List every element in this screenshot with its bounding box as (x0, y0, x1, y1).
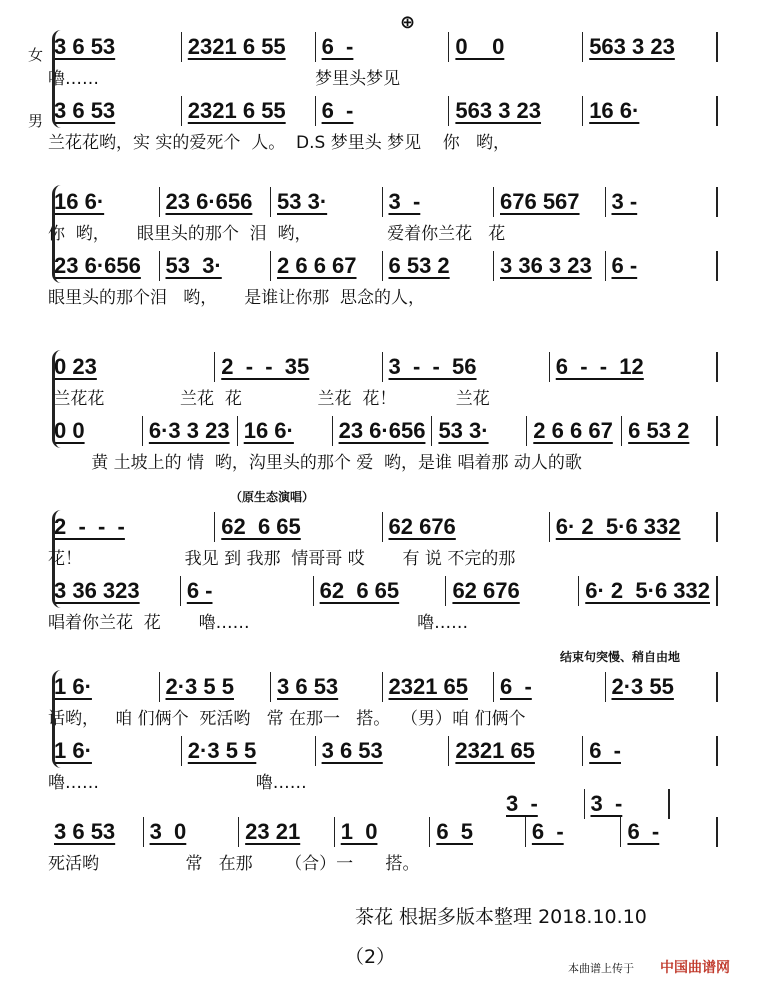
measure: 3 36 323 (48, 576, 181, 606)
measure: 2321 6 55 (182, 32, 316, 62)
measure: 53 3· (160, 251, 272, 281)
system-3 (30, 350, 718, 478)
upload-text: 本曲谱上传于 (568, 962, 634, 975)
bottom-staff (48, 734, 718, 768)
measure: 6 - (494, 672, 606, 702)
measure: 6 - - 12 (550, 352, 718, 382)
measure: 23 6·656 (333, 416, 433, 446)
bottom-staff (48, 249, 718, 283)
measure: 3 - - 56 (383, 352, 550, 382)
measure: 6 - (606, 251, 719, 281)
voice-label-male: 男 (28, 112, 44, 130)
top-staff (48, 185, 718, 219)
bottom-lyric: 眼里头的那个泪 哟， 是谁让你那 思念的人， (48, 288, 426, 308)
measure: 6· 2 5·6 332 (579, 576, 718, 606)
annotation: 结束句突慢、稍自由地 (560, 650, 681, 664)
bottom-lyric: 唱着你兰花 花 嚕…… 嚕…… (48, 613, 469, 633)
bottom-staff (48, 94, 718, 128)
system-6 (30, 791, 718, 879)
measure: 16 6· (238, 416, 333, 446)
top-lyric: 花！ 我见 到 我那 情哥哥 哎 有 说 不完的那 (48, 549, 516, 569)
measure: 62 6 65 (314, 576, 447, 606)
measure: 53 3· (432, 416, 527, 446)
measure: 62 6 65 (215, 512, 382, 542)
top-staff (48, 30, 718, 64)
measure: 2·3 55 (606, 672, 719, 702)
brace (52, 185, 61, 283)
measure: 0 0 (48, 416, 143, 446)
bottom-lyric: 黄 土坡上的 情 哟，沟里头的那个 爱 哟，是谁 唱着那 动人的歌 (48, 453, 582, 473)
brace (52, 510, 61, 608)
measure: 3 6 53 (48, 96, 182, 126)
measure: 6·3 3 23 (143, 416, 238, 446)
system-5 (30, 650, 718, 798)
measure: 2321 65 (383, 672, 495, 702)
measure: 1 6· (48, 672, 160, 702)
credit-text: 茶花 根据多版本整理 2018.10.10 (355, 906, 647, 928)
upper-staff (500, 789, 670, 819)
measure: 23 6·656 (160, 187, 272, 217)
brace (52, 30, 61, 128)
measure: 2321 65 (449, 736, 583, 766)
measure: 1 0 (335, 817, 431, 847)
measure: 2321 6 55 (182, 96, 316, 126)
measure: 62 676 (383, 512, 550, 542)
measure: 3 - (606, 187, 719, 217)
measure: 23 6·656 (48, 251, 160, 281)
measure: 3 6 53 (48, 817, 144, 847)
measure: 6· 2 5·6 332 (550, 512, 718, 542)
measure: 563 3 23 (583, 32, 718, 62)
measure: 6 53 2 (383, 251, 495, 281)
measure: 0 23 (48, 352, 215, 382)
measure: 2 - - 35 (215, 352, 382, 382)
measure: 2 6 6 67 (271, 251, 383, 281)
measure: 3 6 53 (48, 32, 182, 62)
measure: 1 6· (48, 736, 182, 766)
system-2 (30, 185, 718, 313)
measure: 6 - (316, 32, 450, 62)
measure: 3 - (383, 187, 495, 217)
measure: 2·3 5 5 (182, 736, 316, 766)
measure: 16 6· (48, 187, 160, 217)
measure: 2 6 6 67 (527, 416, 622, 446)
measure: 2·3 5 5 (160, 672, 272, 702)
bottom-lyric: 嚕…… 嚕…… (48, 773, 307, 793)
measure: 6 5 (430, 817, 526, 847)
measure: 6 - (181, 576, 314, 606)
voice-label-female: 女 (28, 46, 44, 64)
measure: 6 - (316, 96, 450, 126)
measure: 23 21 (239, 817, 335, 847)
system-4 (30, 490, 718, 638)
bottom-lyric: 兰花花哟，实 实的爱死个 人。 D.S 梦里头 梦见 你 哟， (48, 133, 510, 153)
measure: 3 - (500, 789, 585, 819)
top-lyric: 嚕…… 梦里头梦见 (48, 69, 401, 89)
top-lyric: 你 哟， 眼里头的那个 泪 哟， 爱着你兰花 花 (48, 224, 506, 244)
measure: 6 - (583, 736, 718, 766)
top-lyric: 死活哟 常 在那 （合）一 搭。 (48, 854, 420, 874)
bottom-staff (48, 414, 718, 448)
site-logo: 中国曲谱网 (660, 960, 730, 976)
measure: 3 6 53 (316, 736, 450, 766)
top-staff (48, 815, 718, 849)
measure: 16 6· (583, 96, 718, 126)
bottom-staff (48, 574, 718, 608)
measure: 6 53 2 (622, 416, 718, 446)
measure: 2 - - - (48, 512, 215, 542)
measure: 53 3· (271, 187, 383, 217)
system-1 (28, 12, 718, 158)
measure: 0 0 (449, 32, 583, 62)
brace (52, 670, 61, 768)
measure: 3 - (585, 789, 671, 819)
top-staff (48, 510, 718, 544)
top-staff (48, 350, 718, 384)
page-number: （2） (345, 946, 396, 968)
measure: 6 - (526, 817, 622, 847)
measure: 676 567 (494, 187, 606, 217)
segno-icon: ⊕ (400, 12, 416, 33)
annotation: （原生态演唱） (230, 490, 315, 504)
brace (52, 350, 61, 448)
top-lyric: 兰花花 兰花 花 兰花 花！ 兰花 (48, 389, 490, 409)
measure: 563 3 23 (449, 96, 583, 126)
measure: 62 676 (446, 576, 579, 606)
top-staff (48, 670, 718, 704)
measure: 3 0 (144, 817, 240, 847)
measure: 6 - (621, 817, 718, 847)
measure: 3 36 3 23 (494, 251, 606, 281)
top-lyric: 话哟， 咱 们俩个 死活哟 常 在那一 搭。 （男）咱 们俩个 (48, 709, 526, 729)
measure: 3 6 53 (271, 672, 383, 702)
